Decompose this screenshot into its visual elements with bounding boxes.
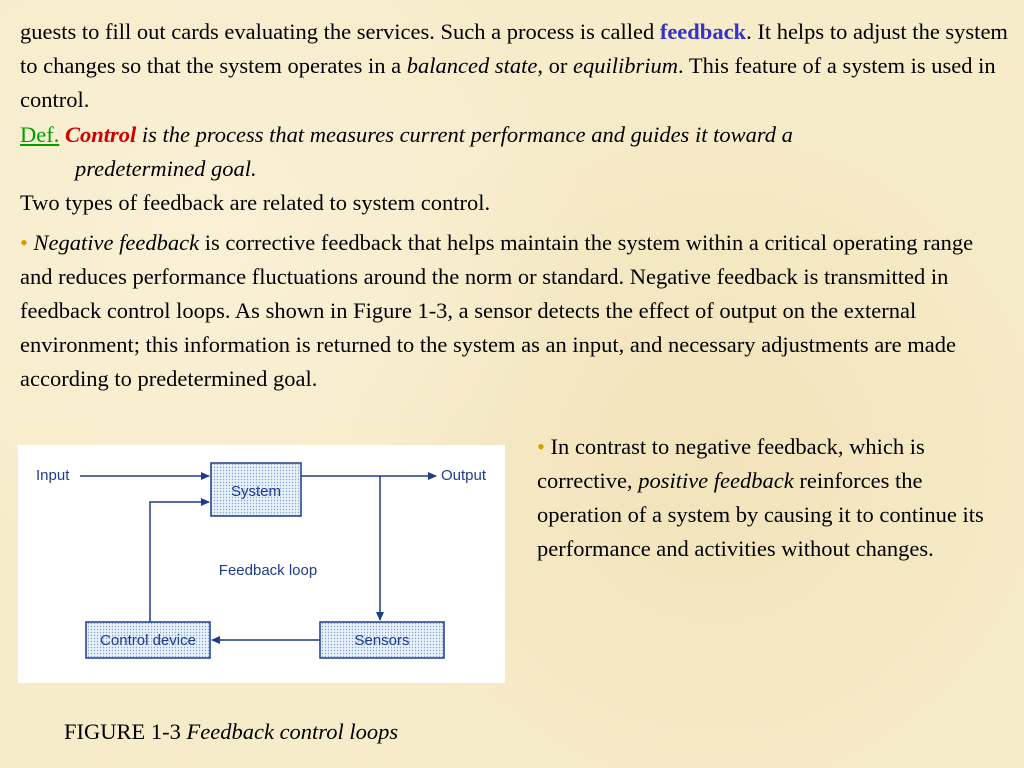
negative-feedback-paragraph — [20, 226, 1010, 396]
sensors-label: Sensors — [354, 632, 410, 649]
input-label: Input — [36, 467, 70, 484]
positive-feedback-text-2: reinforces the operation of a system by causing it to continue its performance and activities without changes. — [537, 468, 984, 561]
feedback-loop-figure — [18, 445, 505, 683]
intro-text-4: . This feature of a system is used in control. — [20, 53, 996, 112]
intro-text-2: . It helps to adjust the system to changes so that the system operates in a — [20, 19, 1008, 78]
feedback-loop-diagram — [18, 445, 505, 683]
figure-caption — [64, 716, 398, 748]
output-label: Output — [441, 467, 487, 484]
caption-label: FIGURE 1-3 — [64, 719, 187, 744]
bullet-icon: • — [20, 230, 28, 255]
two-types-sentence: Two types of feedback are related to system control. — [20, 190, 491, 215]
positive-feedback-text-1: In contrast to negative feedback, which is corrective, — [537, 434, 925, 493]
equilibrium-term: equilibrium — [573, 53, 679, 78]
feedback-loop-label: Feedback loop — [218, 562, 318, 579]
intro-text-1: guests to fill out cards evaluating the services. Such a process is called — [20, 19, 660, 44]
control-definition — [20, 118, 1015, 186]
intro-paragraph — [20, 15, 1015, 117]
control-term: Control — [64, 122, 137, 147]
control-device-label: Control device — [100, 632, 196, 649]
feedback-term: feedback — [659, 19, 747, 44]
def-label: Def. — [20, 122, 60, 147]
negative-feedback-text: is corrective feedback that helps maintain the system within a critical operating range and reduces performance fluctuations around the norm or standard. Negative feedback is transmitted in feedback control loops. As shown in Figure 1-3, a sensor detects the effect of output on the external environment; this information is returned to the system as an input, and necessary adjustments are made according to predetermined goal. — [20, 230, 974, 391]
system-label: System — [230, 483, 282, 500]
positive-feedback-paragraph — [537, 430, 1007, 566]
bullet-icon: • — [537, 434, 545, 459]
control-to-system-arrow — [150, 502, 209, 622]
positive-feedback-term: positive feedback — [638, 468, 794, 493]
definition-text-1: is the process that measures current performance and guides it toward a — [136, 122, 793, 147]
intro-text-3: , or — [537, 53, 574, 78]
caption-title: Feedback control loops — [186, 719, 399, 744]
balanced-state-term: balanced state — [406, 53, 538, 78]
definition-text-2: predetermined goal. — [75, 156, 257, 181]
negative-feedback-term: Negative feedback — [33, 230, 200, 255]
